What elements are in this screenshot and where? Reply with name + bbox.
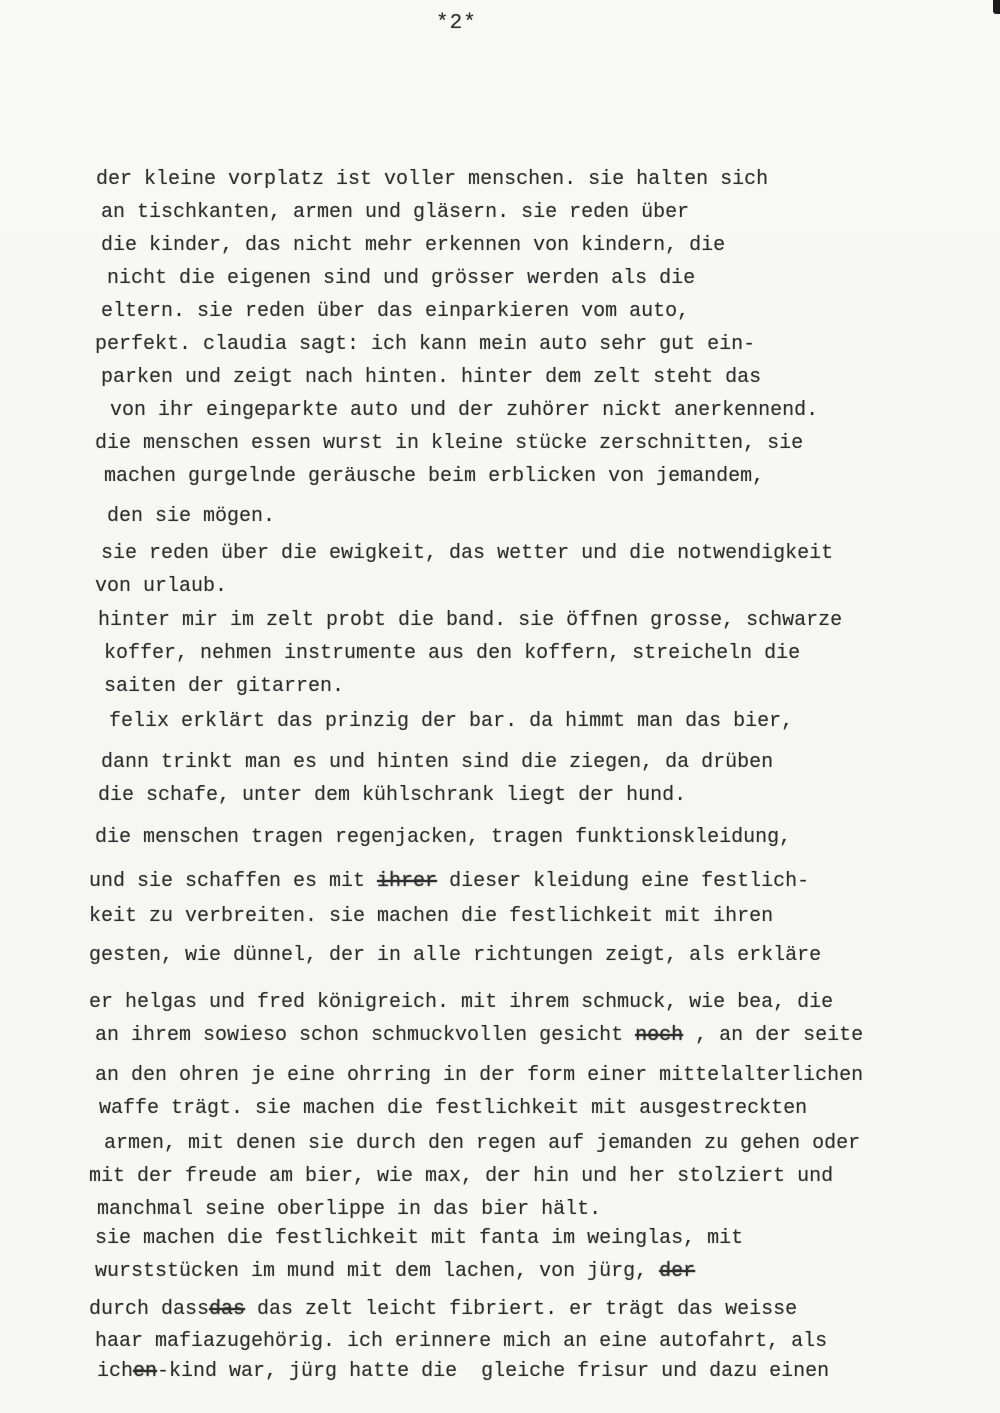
text-line xyxy=(89,500,969,533)
text-line xyxy=(89,163,969,196)
text-line xyxy=(89,1293,969,1326)
text-segment: die menschen tragen regenjacken, tragen funktionskleidung, xyxy=(95,826,792,849)
page-number: *2* xyxy=(436,12,477,35)
text-segment: dieser kleidung eine festlich- xyxy=(437,870,810,893)
text-line xyxy=(89,779,969,812)
text-segment: machen gurgelnde geräusche beim erblicken von jemandem, xyxy=(104,465,765,488)
text-line xyxy=(89,986,969,1019)
text-line xyxy=(89,229,969,262)
text-segment: waffe trägt. sie machen die festlichkeit mit ausgestreckten xyxy=(99,1097,808,1120)
text-segment: hinter mir im zelt probt die band. sie öffnen grosse, schwarze xyxy=(98,609,843,632)
text-segment: gesten, wie dünnel, der in alle richtungen zeigt, als erkläre xyxy=(89,944,822,967)
struck-word: der xyxy=(659,1260,696,1283)
text-line xyxy=(89,262,969,295)
text-line xyxy=(89,1092,969,1125)
text-segment: von ihr eingeparkte auto und der zuhörer nickt anerkennend. xyxy=(110,399,819,422)
text-segment: perfekt. claudia sagt: ich kann mein auto sehr gut ein- xyxy=(95,333,756,356)
text-segment: nicht die eigenen sind und grösser werden als die xyxy=(107,267,696,290)
struck-word: noch xyxy=(635,1024,684,1047)
text-line xyxy=(89,637,969,670)
text-line xyxy=(89,394,969,427)
text-segment: an den ohren je eine ohrring in der form einer mittelalterlichen xyxy=(95,1064,864,1087)
text-segment: an tischkanten, armen und gläsern. sie reden über xyxy=(101,201,690,224)
text-line xyxy=(89,821,969,854)
text-segment: sie reden über die ewigkeit, das wetter und die notwendigkeit xyxy=(101,542,834,565)
text-line xyxy=(89,328,969,361)
text-line xyxy=(89,295,969,328)
text-line xyxy=(89,1325,969,1358)
text-segment: an ihrem sowieso schon schmuckvollen gesicht xyxy=(95,1024,636,1047)
struck-word: das xyxy=(209,1298,246,1321)
text-segment: manchmal seine oberlippe in das bier hält. xyxy=(97,1198,602,1221)
text-line xyxy=(89,1059,969,1092)
text-segment: sie machen die festlichkeit mit fanta im weinglas, mit xyxy=(95,1227,744,1250)
text-segment: von urlaub. xyxy=(95,575,228,598)
struck-word: ihrer xyxy=(377,870,438,893)
text-segment: das zelt leicht fibriert. er trägt das weisse xyxy=(245,1298,798,1321)
text-segment: haar mafiazugehörig. ich erinnere mich an eine autofahrt, als xyxy=(95,1330,828,1353)
text-segment: der kleine vorplatz ist voller menschen. sie halten sich xyxy=(96,168,769,191)
text-segment: die kinder, das nicht mehr erkennen von kindern, die xyxy=(101,234,726,257)
text-line xyxy=(89,1127,969,1160)
text-line xyxy=(89,460,969,493)
typewritten-text-block xyxy=(89,163,969,1388)
text-line xyxy=(89,604,969,637)
text-line xyxy=(89,427,969,460)
text-line xyxy=(89,1255,969,1288)
text-line xyxy=(89,570,969,603)
struck-word: en xyxy=(133,1360,158,1383)
text-line xyxy=(89,1019,969,1052)
text-segment: er helgas und fred königreich. mit ihrem schmuck, wie bea, die xyxy=(89,991,834,1014)
text-segment: armen, mit denen sie durch den regen auf jemanden zu gehen oder xyxy=(104,1132,861,1155)
text-line xyxy=(89,537,969,570)
text-line xyxy=(89,746,969,779)
text-segment: durch dass xyxy=(89,1298,210,1321)
text-segment: und sie schaffen es mit xyxy=(89,870,378,893)
text-line xyxy=(89,670,969,703)
text-segment: koffer, nehmen instrumente aus den koffern, streicheln die xyxy=(104,642,801,665)
text-line xyxy=(89,939,969,972)
text-segment: , an der seite xyxy=(683,1024,864,1047)
text-line xyxy=(89,1160,969,1193)
text-segment: dann trinkt man es und hinten sind die ziegen, da drüben xyxy=(101,751,774,774)
text-segment: parken und zeigt nach hinten. hinter dem zelt steht das xyxy=(101,366,762,389)
text-line xyxy=(89,196,969,229)
text-segment: eltern. sie reden über das einparkieren vom auto, xyxy=(101,300,690,323)
text-line xyxy=(89,1222,969,1255)
text-line xyxy=(89,705,969,738)
scan-artifact xyxy=(993,0,1000,14)
text-segment: -kind war, jürg hatte die gleiche frisur und dazu einen xyxy=(157,1360,830,1383)
text-line xyxy=(89,361,969,394)
text-segment: die schafe, unter dem kühlschrank liegt der hund. xyxy=(98,784,687,807)
text-line xyxy=(89,1355,969,1388)
text-segment: saiten der gitarren. xyxy=(104,675,345,698)
text-segment: den sie mögen. xyxy=(107,505,276,528)
text-line xyxy=(89,900,969,933)
text-segment: wurststücken im mund mit dem lachen, von jürg, xyxy=(95,1260,660,1283)
text-segment: die menschen essen wurst in kleine stücke zerschnitten, sie xyxy=(95,432,804,455)
text-segment: ich xyxy=(97,1360,134,1383)
text-line xyxy=(89,865,969,898)
text-segment: mit der freude am bier, wie max, der hin und her stolziert und xyxy=(89,1165,834,1188)
text-segment: felix erklärt das prinzig der bar. da himmt man das bier, xyxy=(109,710,794,733)
text-segment: keit zu verbreiten. sie machen die festlichkeit mit ihren xyxy=(89,905,774,928)
